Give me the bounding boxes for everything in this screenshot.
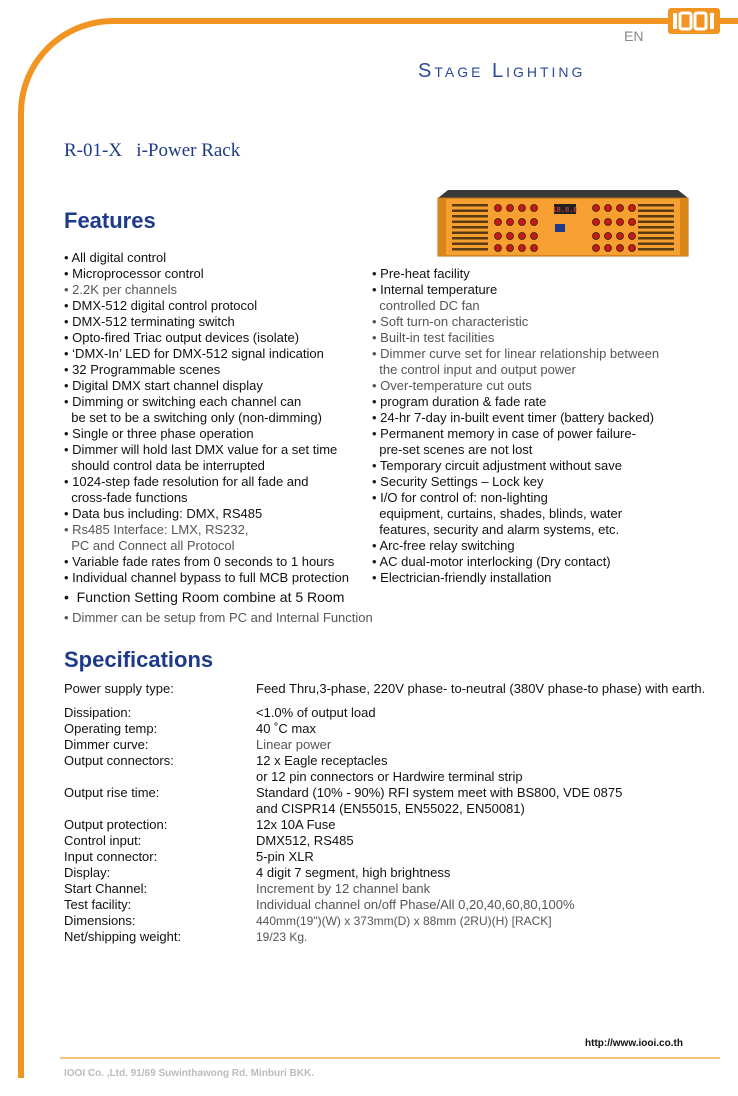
feature-item: cross-fade functions xyxy=(64,490,188,505)
iooi-logo-icon xyxy=(668,8,720,34)
rack-knob xyxy=(605,219,612,226)
features-right-column xyxy=(372,266,659,586)
feature-item: • Microprocessor control xyxy=(64,266,204,281)
rack-knob xyxy=(507,233,514,240)
feature-item: • Variable fade rates from 0 seconds to 1 hours xyxy=(64,554,335,569)
rack-knob xyxy=(629,245,636,252)
rack-knob xyxy=(593,219,600,226)
feature-item: • Data bus including: DMX, RS485 xyxy=(64,506,263,521)
spec-label: Dimensions: xyxy=(64,913,136,928)
spec-label: Display: xyxy=(64,865,111,880)
spec-value: DMX512, RS485 xyxy=(256,833,354,848)
vent-slot xyxy=(452,237,488,240)
spec-value: and CISPR14 (EN55015, EN55022, EN50081) xyxy=(256,801,525,816)
feature-item: • ‘DMX-In’ LED for DMX-512 signal indication xyxy=(64,346,324,361)
rack-knob xyxy=(507,245,514,252)
feature-item: • DMX-512 terminating switch xyxy=(64,314,235,329)
rack-knob xyxy=(593,233,600,240)
feature-item: • Opto-fired Triac output devices (isolate) xyxy=(64,330,300,345)
feature-item: • 2.2K per channels xyxy=(64,282,177,297)
feature-item: • Electrician-friendly installation xyxy=(372,570,552,585)
feature-item: PC and Connect all Protocol xyxy=(64,538,235,553)
spec-label: Control input: xyxy=(64,833,142,848)
vent-slot xyxy=(638,215,674,218)
vent-slot xyxy=(638,204,674,207)
feature-item: • Single or three phase operation xyxy=(64,426,254,441)
feature-item: • 32 Programmable scenes xyxy=(64,362,221,377)
feature-item: features, security and alarm systems, etc. xyxy=(372,522,620,537)
vent-slot xyxy=(452,204,488,207)
rack-knob xyxy=(531,205,538,212)
rack-knob xyxy=(617,219,624,226)
feature-item: • Built-in test facilities xyxy=(372,330,495,345)
rack-knob xyxy=(617,233,624,240)
feature-item: • Rs485 Interface: LMX, RS232, xyxy=(64,522,249,537)
features-left-column xyxy=(64,250,373,626)
feature-item: should control data be interrupted xyxy=(64,458,265,473)
rack-knob xyxy=(605,233,612,240)
feature-item: be set to be a switching only (non-dimming) xyxy=(64,410,322,425)
spec-value: 440mm(19")(W) x 373mm(D) x 88mm (2RU)(H) [RACK] xyxy=(256,914,552,928)
spec-label: Operating temp: xyxy=(64,721,158,736)
feature-item: • Dimmer can be setup from PC and Internal Function xyxy=(64,610,373,625)
feature-item: • All digital control xyxy=(64,250,167,265)
spec-label: Dimmer curve: xyxy=(64,737,149,752)
spec-value: Increment by 12 channel bank xyxy=(256,881,431,896)
rack-knob xyxy=(495,233,502,240)
spec-label: Test facility: xyxy=(64,897,132,912)
rack-knob xyxy=(531,245,538,252)
vent-slot xyxy=(452,215,488,218)
product-title: R-01-X i-Power Rack xyxy=(64,140,241,161)
rack-knob xyxy=(495,219,502,226)
feature-item: • Temporary circuit adjustment without save xyxy=(372,458,622,473)
vent-slot xyxy=(452,226,488,229)
spec-value: 5-pin XLR xyxy=(256,849,314,864)
vent-slot xyxy=(638,221,674,224)
vent-slot xyxy=(452,232,488,235)
spec-value: Individual channel on/off Phase/All 0,20,40,60,80,100% xyxy=(256,897,575,912)
footer-divider xyxy=(60,1057,720,1059)
vent-slot xyxy=(638,243,674,246)
feature-item: • Pre-heat facility xyxy=(372,266,470,281)
feature-item: • Permanent memory in case of power failure- xyxy=(372,426,636,441)
feature-item: • Function Setting Room combine at 5 Room xyxy=(64,589,345,605)
rack-knob xyxy=(593,205,600,212)
rack-knob xyxy=(495,245,502,252)
rack-knob xyxy=(519,219,526,226)
feature-item: • Security Settings – Lock key xyxy=(372,474,544,489)
page-heading: Stage Lighting xyxy=(418,60,586,82)
feature-item: • AC dual-motor interlocking (Dry contact) xyxy=(372,554,611,569)
feature-item: • Dimmer will hold last DMX value for a set time xyxy=(64,442,338,457)
feature-item: • Internal temperature xyxy=(372,282,498,297)
vent-slot xyxy=(638,226,674,229)
vent-slot xyxy=(452,221,488,224)
vent-slot xyxy=(638,237,674,240)
spec-value: 12 x Eagle receptacles xyxy=(256,753,388,768)
vent-slot xyxy=(452,210,488,213)
feature-item: • Individual channel bypass to full MCB protection xyxy=(64,570,349,585)
vent-slot xyxy=(638,248,674,251)
rack-knob xyxy=(519,205,526,212)
feature-item: equipment, curtains, shades, blinds, water xyxy=(372,506,623,521)
spec-label: Output protection: xyxy=(64,817,168,832)
rack-knob xyxy=(531,233,538,240)
spec-label: Net/shipping weight: xyxy=(64,929,182,944)
feature-item: • program duration & fade rate xyxy=(372,394,547,409)
vent-slot xyxy=(638,232,674,235)
rack-knob xyxy=(617,205,624,212)
vent-slot xyxy=(452,243,488,246)
spec-value: Feed Thru,3-phase, 220V phase- to-neutral (380V phase-to phase) with earth. xyxy=(256,681,706,696)
feature-item: • 1024-step fade resolution for all fade and xyxy=(64,474,309,489)
spec-value: Linear power xyxy=(256,737,332,752)
spec-label: Output connectors: xyxy=(64,753,174,768)
rack-knob xyxy=(519,233,526,240)
spec-value: or 12 pin connectors or Hardwire terminal strip xyxy=(256,769,523,784)
spec-label: Input connector: xyxy=(64,849,158,864)
vent-slot xyxy=(638,210,674,213)
rack-knob xyxy=(605,245,612,252)
spec-value: 40 ˚C max xyxy=(256,721,316,736)
rack-knob xyxy=(629,233,636,240)
language-label[interactable]: EN xyxy=(624,28,644,44)
specifications-heading: Specifications xyxy=(64,647,214,672)
rack-knob xyxy=(519,245,526,252)
rack-knob xyxy=(629,219,636,226)
features-heading: Features xyxy=(64,208,156,233)
feature-item: • DMX-512 digital control protocol xyxy=(64,298,258,313)
power-rack-image xyxy=(430,178,696,260)
spec-label: Start Channel: xyxy=(64,881,148,896)
rack-knob xyxy=(617,245,624,252)
feature-item: pre-set scenes are not lost xyxy=(372,442,533,457)
spec-value: 4 digit 7 segment, high brightness xyxy=(256,865,451,880)
spec-value: <1.0% of output load xyxy=(256,705,376,720)
feature-item: • Soft turn-on characteristic xyxy=(372,314,529,329)
rack-knob xyxy=(531,219,538,226)
feature-item: • Over-temperature cut outs xyxy=(372,378,532,393)
rack-knob xyxy=(605,205,612,212)
rack-knob xyxy=(507,219,514,226)
feature-item: • Digital DMX start channel display xyxy=(64,378,263,393)
feature-item: controlled DC fan xyxy=(372,298,480,313)
feature-item: • Arc-free relay switching xyxy=(372,538,515,553)
feature-item: • I/O for control of: non-lighting xyxy=(372,490,548,505)
spec-label: Output rise time: xyxy=(64,785,160,800)
spec-label: Power supply type: xyxy=(64,681,174,696)
spec-value: 19/23 Kg. xyxy=(256,930,308,944)
rack-knob xyxy=(495,205,502,212)
rack-display-readout: 18.8.8 xyxy=(552,207,578,215)
company-address: IOOI Co. ,Ltd. 91/69 Suwinthawong Rd. Minburi BKK. xyxy=(64,1068,314,1079)
vent-slot xyxy=(452,248,488,251)
feature-item: • Dimmer curve set for linear relationship between xyxy=(372,346,660,361)
spec-value: 12x 10A Fuse xyxy=(256,817,336,832)
feature-item: • 24-hr 7-day in-built event timer (battery backed) xyxy=(372,410,655,425)
feature-item: • Dimming or switching each channel can xyxy=(64,394,302,409)
rack-knob xyxy=(629,205,636,212)
rack-knob xyxy=(507,205,514,212)
website-link[interactable]: http://www.iooi.co.th xyxy=(585,1038,683,1049)
rack-knob xyxy=(593,245,600,252)
spec-value: Standard (10% - 90%) RFI system meet with BS800, VDE 0875 xyxy=(256,785,623,800)
feature-item: the control input and output power xyxy=(372,362,576,377)
spec-label: Dissipation: xyxy=(64,705,132,720)
